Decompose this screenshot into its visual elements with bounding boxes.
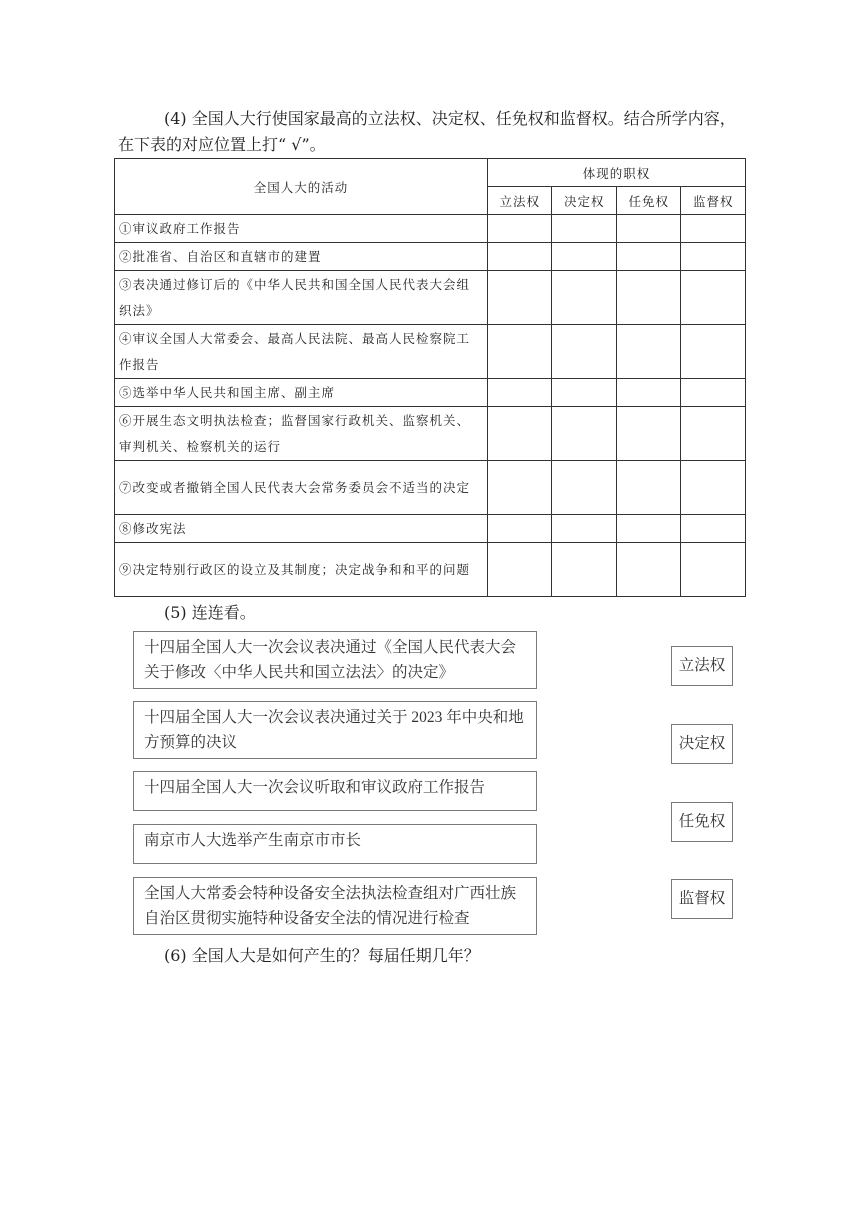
check-cell[interactable] [487, 379, 552, 407]
activity-cell: ⑦改变或者撤销全国人民代表大会常务委员会不适当的决定 [115, 461, 488, 515]
check-cell[interactable] [681, 379, 746, 407]
check-cell[interactable] [616, 325, 681, 379]
check-cell[interactable] [681, 543, 746, 597]
check-cell[interactable] [487, 407, 552, 461]
table-row [115, 543, 746, 597]
check-cell[interactable] [552, 379, 617, 407]
match-right-legislative[interactable]: 立法权 [671, 646, 733, 686]
check-cell[interactable] [487, 243, 552, 271]
check-cell[interactable] [552, 407, 617, 461]
table-row [115, 407, 746, 461]
match-left-item[interactable]: 全国人大常委会特种设备安全法执法检查组对广西壮族自治区贯彻实施特种设备安全法的情况进行检查 [133, 877, 537, 935]
activity-cell: ④审议全国人大常委会、最高人民法院、最高人民检察院工作报告 [115, 325, 488, 379]
power-header-appointment: 任免权 [616, 187, 681, 215]
check-cell[interactable] [616, 215, 681, 243]
check-cell[interactable] [616, 407, 681, 461]
activity-cell: ⑨决定特别行政区的设立及其制度；决定战争和和平的问题 [115, 543, 488, 597]
check-cell[interactable] [487, 325, 552, 379]
check-cell[interactable] [616, 243, 681, 271]
check-cell[interactable] [487, 543, 552, 597]
table-row [115, 271, 746, 325]
table-row [115, 515, 746, 543]
check-cell[interactable] [616, 271, 681, 325]
match-right-appointment[interactable]: 任免权 [671, 802, 733, 842]
question-6-text: (6) 全国人大是如何产生的？每届任期几年？ [164, 946, 480, 965]
match-right-decision[interactable]: 决定权 [671, 724, 733, 764]
check-cell[interactable] [616, 543, 681, 597]
check-cell[interactable] [681, 407, 746, 461]
check-cell[interactable] [681, 215, 746, 243]
check-cell[interactable] [552, 543, 617, 597]
power-header-supervision: 监督权 [681, 187, 746, 215]
activity-cell: ⑥开展生态文明执法检查；监督国家行政机关、监察机关、审判机关、检察机关的运行 [115, 407, 488, 461]
table-row [115, 379, 746, 407]
match-left-item[interactable]: 南京市人大选举产生南京市市长 [133, 824, 537, 864]
check-cell[interactable] [552, 243, 617, 271]
activity-cell: ②批准省、自治区和直辖市的建置 [115, 243, 488, 271]
question-5-text: (5) 连连看。 [164, 603, 256, 622]
activity-cell: ③表决通过修订后的《中华人民共和国全国人民代表大会组织法》 [115, 271, 488, 325]
powers-table [114, 158, 746, 597]
check-cell[interactable] [487, 515, 552, 543]
table-row [115, 325, 746, 379]
activity-cell: ⑤选举中华人民共和国主席、副主席 [115, 379, 488, 407]
check-cell[interactable] [487, 461, 552, 515]
check-cell[interactable] [681, 325, 746, 379]
match-left-item[interactable]: 十四届全国人大一次会议表决通过《全国人民代表大会关于修改〈中华人民共和国立法法〉的决定》 [133, 631, 537, 689]
table-row [115, 243, 746, 271]
activity-header: 全国人大的活动 [115, 159, 488, 215]
check-cell[interactable] [616, 379, 681, 407]
check-cell[interactable] [616, 515, 681, 543]
check-cell[interactable] [552, 325, 617, 379]
table-row [115, 461, 746, 515]
check-cell[interactable] [552, 215, 617, 243]
check-cell[interactable] [681, 515, 746, 543]
check-cell[interactable] [552, 271, 617, 325]
check-cell[interactable] [616, 461, 681, 515]
check-cell[interactable] [681, 243, 746, 271]
check-cell[interactable] [681, 271, 746, 325]
match-left-item[interactable]: 十四届全国人大一次会议听取和审议政府工作报告 [133, 771, 537, 811]
check-cell[interactable] [487, 271, 552, 325]
match-right-supervision[interactable]: 监督权 [671, 879, 733, 919]
question-4-text: (4) 全国人大行使国家最高的立法权、决定权、任免权和监督权。结合所学内容，在下表的对应位置上打“ √”。 [118, 109, 736, 154]
check-cell[interactable] [487, 215, 552, 243]
powers-group-header: 体现的职权 [487, 159, 745, 187]
power-header-legislative: 立法权 [487, 187, 552, 215]
check-cell[interactable] [552, 461, 617, 515]
table-row [115, 215, 746, 243]
check-cell[interactable] [552, 515, 617, 543]
power-header-decision: 决定权 [552, 187, 617, 215]
activity-cell: ⑧修改宪法 [115, 515, 488, 543]
match-left-item[interactable]: 十四届全国人大一次会议表决通过关于 2023 年中央和地方预算的决议 [133, 701, 537, 759]
check-cell[interactable] [681, 461, 746, 515]
activity-cell: ①审议政府工作报告 [115, 215, 488, 243]
